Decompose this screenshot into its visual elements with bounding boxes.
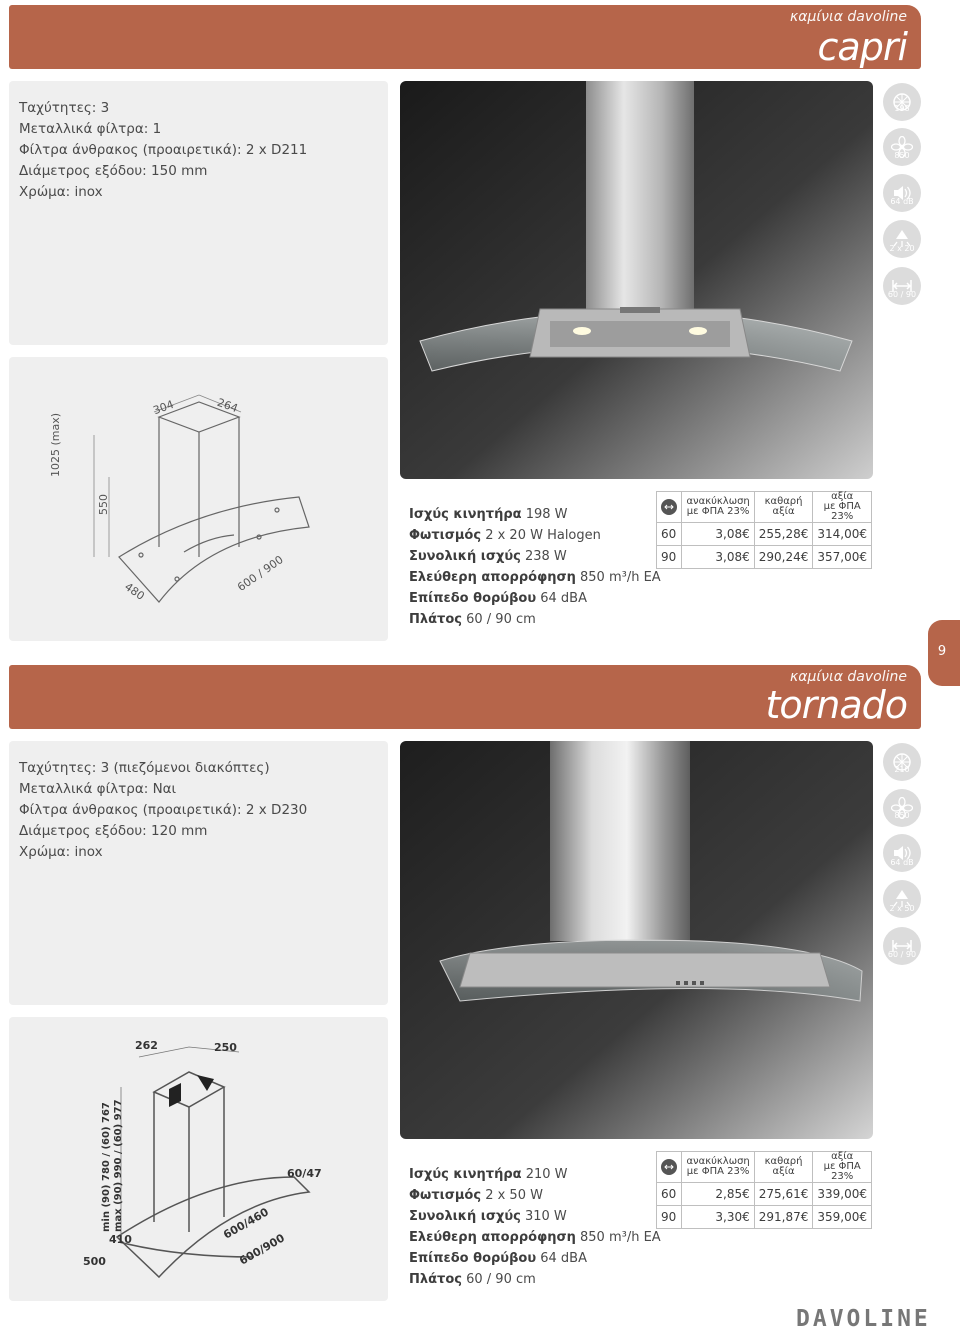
capri-tech-lighting: Φωτισμός 2 x 20 W Halogen xyxy=(409,528,601,543)
tornado-tech-noise: Επίπεδο θορύβου 64 dBA xyxy=(409,1251,587,1266)
capri-table-recycling-header: ανακύκλωση με ΦΠΑ 23% xyxy=(682,492,754,523)
tornado-tech-width: Πλάτος 60 / 90 cm xyxy=(409,1272,536,1287)
table-row: 90 3,08€ 290,24€ 357,00€ xyxy=(657,546,872,569)
tornado-tech-total-power: Συνολική ισχύς 310 W xyxy=(409,1209,567,1224)
tornado-dim-hood-width-b: 600/900 xyxy=(237,1231,287,1268)
capri-dim-hood-height: 550 xyxy=(97,494,110,515)
capri-dim-depth-base: 480 xyxy=(122,580,147,603)
tornado-drawing-panel xyxy=(9,1017,388,1301)
tornado-product-photo xyxy=(400,741,873,1139)
tornado-width-value: 60 / 90 xyxy=(887,950,917,959)
capri-spec-metal-filters: Μεταλλικά φίλτρα: 1 xyxy=(19,121,162,137)
tornado-table-vat-header: αξία με ΦΠΑ 23% xyxy=(813,1152,872,1183)
capri-dim-max-height: 1025 (max) xyxy=(49,412,62,477)
tornado-motor-power-icon xyxy=(883,743,921,781)
tornado-price-table xyxy=(656,1151,872,1229)
capri-spec-carbon-filters: Φίλτρα άνθρακος (προαιρετικά): 2 x D211 xyxy=(19,142,308,158)
capri-title: capri xyxy=(817,25,907,69)
tornado-spec-color: Χρώμα: inox xyxy=(19,844,103,860)
capri-width-icon xyxy=(883,267,921,305)
tornado-title: tornado xyxy=(765,683,907,727)
tornado-dim-hood-width-a: 600/460 xyxy=(221,1205,271,1242)
tornado-spec-carbon-filters: Φίλτρα άνθρακος (προαιρετικά): 2 x D230 xyxy=(19,802,308,818)
capri-spec-speeds: Ταχύτητες: 3 xyxy=(19,100,110,116)
capri-tech-total-power: Συνολική ισχύς 238 W xyxy=(409,549,567,564)
tornado-fan-airflow-icon xyxy=(883,789,921,827)
capri-tech-noise: Επίπεδο θορύβου 64 dBA xyxy=(409,591,587,606)
tornado-specs-panel xyxy=(9,741,388,1005)
table-row: 60 3,08€ 255,28€ 314,00€ xyxy=(657,523,872,546)
capri-airflow-value: 850 xyxy=(894,151,910,160)
tornado-category: καμίνια davoline xyxy=(790,669,907,685)
tornado-table-net-header: καθαρή αξία xyxy=(754,1152,813,1183)
tornado-spec-metal-filters: Μεταλλικά φίλτρα: Ναι xyxy=(19,781,177,797)
page-number: 9 xyxy=(937,644,947,659)
tornado-airflow-value: 850 xyxy=(894,811,910,820)
capri-tech-motor: Ισχύς κινητήρα 198 W xyxy=(409,507,568,522)
tornado-table-width-header xyxy=(657,1152,682,1183)
capri-fan-airflow-icon xyxy=(883,128,921,166)
width-icon xyxy=(661,1159,677,1175)
tornado-tech-motor: Ισχύς κινητήρα 210 W xyxy=(409,1167,568,1182)
tornado-light-value: 2 x 50 xyxy=(889,904,915,913)
tornado-dim-max-height: max (90) 990 / (60) 977 xyxy=(113,1099,124,1232)
capri-spec-outlet-diameter: Διάμετρος εξόδου: 150 mm xyxy=(19,163,208,179)
tornado-spec-speeds: Ταχύτητες: 3 (πιεζόμενοι διακόπτες) xyxy=(19,760,270,776)
table-row: 90 3,30€ 291,87€ 359,00€ xyxy=(657,1206,872,1229)
capri-price-table xyxy=(656,491,872,569)
capri-tech-extraction: Ελεύθερη απορρόφηση 850 m³/h EA xyxy=(409,570,661,585)
capri-banner xyxy=(9,5,921,69)
tornado-width-icon xyxy=(883,927,921,965)
table-row: 60 2,85€ 275,61€ 339,00€ xyxy=(657,1183,872,1206)
capri-motor-power-value: 198 xyxy=(894,104,910,113)
capri-width-value: 60 / 90 xyxy=(887,290,917,299)
capri-product-photo xyxy=(400,81,873,479)
tornado-noise-value: 64 dB xyxy=(890,858,914,867)
capri-tech-width: Πλάτος 60 / 90 cm xyxy=(409,612,536,627)
tornado-motor-power-value: 210 xyxy=(894,765,910,774)
capri-category: καμίνια davoline xyxy=(790,9,907,25)
capri-specs-panel xyxy=(9,81,388,345)
capri-dim-width: 264 xyxy=(215,395,240,416)
tornado-dim-base-width: 500 xyxy=(83,1255,106,1268)
capri-spec-color: Χρώμα: inox xyxy=(19,184,103,200)
tornado-table-recycling-header: ανακύκλωση με ΦΠΑ 23% xyxy=(682,1152,754,1183)
capri-table-width-header xyxy=(657,492,682,523)
tornado-dim-base-depth: 410 xyxy=(109,1233,132,1246)
capri-noise-value: 64 dB xyxy=(890,197,914,206)
tornado-tech-lighting: Φωτισμός 2 x 50 W xyxy=(409,1188,543,1203)
tornado-dim-hood-depth: 60/47 xyxy=(287,1167,322,1180)
capri-table-vat-header: αξία με ΦΠΑ 23% xyxy=(813,492,872,523)
capri-light-value: 2 x 20 xyxy=(889,244,915,253)
capri-dim-depth: 304 xyxy=(151,397,176,418)
tornado-dim-width: 250 xyxy=(214,1041,237,1054)
tornado-tech-extraction: Ελεύθερη απορρόφηση 850 m³/h EA xyxy=(409,1230,661,1245)
tornado-spec-outlet-diameter: Διάμετρος εξόδου: 120 mm xyxy=(19,823,208,839)
capri-drawing-panel xyxy=(9,357,388,641)
tornado-banner xyxy=(9,665,921,729)
tornado-dim-depth: 262 xyxy=(135,1039,158,1052)
capri-motor-power-icon xyxy=(883,83,921,121)
capri-dim-width-base: 600 / 900 xyxy=(235,553,286,594)
capri-table-net-header: καθαρή αξία xyxy=(754,492,813,523)
davoline-logo: DAVOLINE xyxy=(796,1306,931,1332)
capri-noise-level-icon xyxy=(883,174,921,212)
tornado-dim-min-height: min (90) 780 / (60) 767 xyxy=(101,1102,112,1232)
page-number-tab xyxy=(928,620,960,686)
width-icon xyxy=(661,499,677,515)
